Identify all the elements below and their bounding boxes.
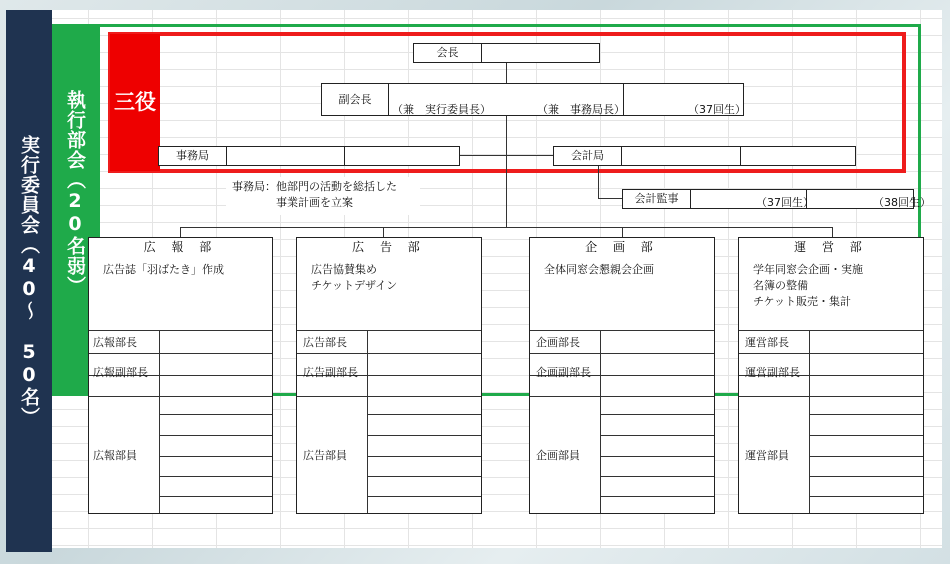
dept-publicity-deputy-label: 広報副部長 (93, 366, 148, 379)
dept-grid-divider (159, 330, 160, 513)
president-label: 会長 (414, 44, 482, 62)
steering-committee-label: 実行委員会（40〜 50名） (18, 135, 40, 427)
dept-grid-row (530, 330, 714, 331)
dept-grid-row (809, 476, 923, 477)
dept-planning-members-label: 企画部員 (536, 449, 580, 462)
dept-planning-deputy-label: 企画副部長 (536, 366, 591, 379)
dept-grid-row (297, 330, 481, 331)
dept-grid-row (809, 396, 923, 397)
dept-advertising-box (296, 237, 482, 514)
dept-grid-row (367, 476, 481, 477)
connector-auditor-h (598, 198, 623, 199)
dept-grid-row (600, 414, 714, 415)
auditor-generation-38: （38回生） (873, 196, 931, 209)
secretariat-note: 事務局：他部門の活動を総括した 事業計画を立案 (232, 180, 397, 209)
dept-grid-row (530, 396, 600, 397)
dept-grid-row (530, 353, 714, 354)
dept-grid-divider (367, 330, 368, 513)
dept-grid-row (297, 353, 481, 354)
dept-grid-row (297, 396, 367, 397)
treasury-box (553, 146, 856, 166)
dept-publicity-head-label: 広報部長 (93, 336, 137, 349)
auditor-generation-37: （37回生） (756, 196, 814, 209)
dept-grid-row (89, 396, 159, 397)
dept-grid-divider (809, 330, 810, 513)
officers-label: 三役 (110, 34, 160, 171)
president-box (413, 43, 600, 63)
connector-secretariat (459, 155, 554, 156)
vice-president-label: 副会長 (322, 84, 389, 115)
dept-grid-row (600, 476, 714, 477)
dept-grid-row (367, 435, 481, 436)
dept-grid-row (809, 456, 923, 457)
dept-grid-row (159, 414, 272, 415)
dept-planning-box (529, 237, 715, 514)
dept-grid-row (89, 330, 272, 331)
dept-grid-row (367, 496, 481, 497)
dept-publicity-members-label: 広報部員 (93, 449, 137, 462)
auditor-label: 会計監事 (623, 190, 691, 208)
vp-role-sec-general: （兼 事務局長） (537, 103, 625, 116)
dept-grid-row (159, 396, 272, 397)
dept-grid-row (367, 414, 481, 415)
dept-grid-row (159, 476, 272, 477)
dept-operations-title: 運 営 部 (794, 240, 868, 254)
dept-grid-row (159, 496, 272, 497)
vp-generation: （37回生） (688, 103, 746, 116)
dept-grid-row (367, 456, 481, 457)
secretariat-label: 事務局 (159, 147, 227, 165)
dept-grid-row (809, 435, 923, 436)
dept-planning-head-label: 企画部長 (536, 336, 580, 349)
dept-grid-row (159, 456, 272, 457)
dept-grid-row (809, 496, 923, 497)
dept-advertising-members-label: 広告部員 (303, 449, 347, 462)
dept-planning-description: 全体同窓会懇親会企画 (544, 263, 654, 276)
dept-planning-title: 企 画 部 (585, 240, 659, 254)
dept-grid-divider (600, 330, 601, 513)
connector-branch (180, 227, 833, 228)
dept-grid-row (809, 414, 923, 415)
dept-publicity-description: 広告誌「羽ばたき」作成 (103, 263, 224, 276)
dept-operations-box (738, 237, 924, 514)
dept-grid-row (600, 496, 714, 497)
dept-publicity-title: 広 報 部 (143, 240, 218, 254)
treasury-label: 会計局 (554, 147, 622, 165)
dept-grid-row (367, 396, 481, 397)
dept-grid-row (600, 396, 714, 397)
dept-advertising-deputy-label: 広告副部長 (303, 366, 358, 379)
dept-operations-head-label: 運営部長 (745, 336, 789, 349)
dept-grid-row (739, 353, 923, 354)
dept-advertising-head-label: 広告部長 (303, 336, 347, 349)
dept-grid-row (159, 435, 272, 436)
dept-advertising-description: 広告協賛集め チケットデザイン (311, 263, 398, 292)
dept-publicity-box (88, 237, 273, 514)
connector-auditor-v (598, 166, 599, 198)
secretariat-box (158, 146, 460, 166)
treasury-divider (740, 147, 741, 165)
vice-president-box (321, 83, 744, 116)
vp-role-exec-chair: （兼 実行委員長） (392, 103, 491, 116)
dept-grid-row (89, 353, 272, 354)
executive-committee-label: 執行部会（20名弱） (64, 90, 86, 296)
dept-operations-deputy-label: 運営副部長 (745, 366, 800, 379)
dept-grid-row (600, 456, 714, 457)
secretariat-divider (344, 147, 345, 165)
dept-operations-description: 学年同窓会企画・実施 名簿の整備 チケット販売・集計 (753, 263, 863, 308)
dept-operations-members-label: 運営部員 (745, 449, 789, 462)
dept-advertising-title: 広 告 部 (352, 240, 426, 254)
dept-grid-row (739, 396, 809, 397)
dept-grid-row (739, 330, 923, 331)
dept-grid-row (600, 435, 714, 436)
